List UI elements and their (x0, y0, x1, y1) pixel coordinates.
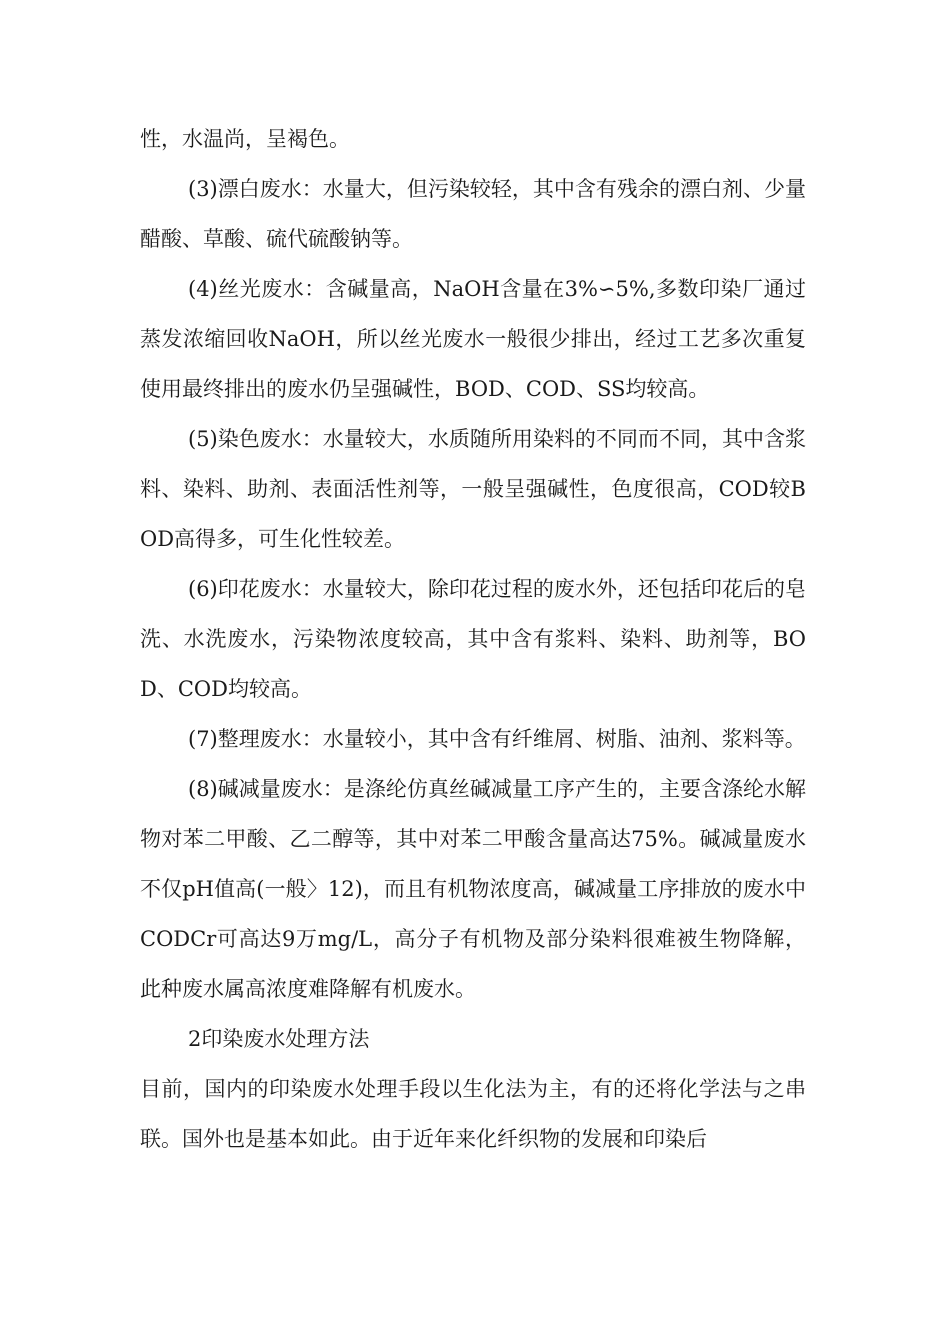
paragraph-printing-wastewater: (6)印花废水：水量较大，除印花过程的废水外，还包括印花后的皂洗、水洗废水，污染物浓度较高，其中含有浆料、染料、助剂等，BOD、COD均较高。 (140, 577, 806, 701)
paragraph-treatment-methods: 目前，国内的印染废水处理手段以生化法为主，有的还将化学法与之串联。国外也是基本如此。由于近年来化纤织物的发展和印染后 (140, 1077, 806, 1151)
paragraph-finishing-wastewater: (7)整理废水：水量较小，其中含有纤维屑、树脂、油剂、浆料等。 (188, 727, 806, 751)
paragraph-bleaching-wastewater: (3)漂白废水：水量大，但污染较轻，其中含有残余的漂白剂、少量醋酸、草酸、硫代硫酸钠等。 (140, 177, 806, 251)
document-page (140, 114, 806, 1164)
paragraph-mercerizing-wastewater: (4)丝光废水：含碱量高，NaOH含量在3%∽5%,多数印染厂通过蒸发浓缩回收NaOH，所以丝光废水一般很少排出，经过工艺多次重复使用最终排出的废水仍呈强碱性，BOD、COD、SS均较高。 (140, 277, 806, 401)
paragraph-continuation: 性，水温尚，呈褐色。 (140, 127, 350, 151)
paragraph-dyeing-wastewater: (5)染色废水：水量较大，水质随所用染料的不同而不同，其中含浆料、染料、助剂、表面活性剂等，一般呈强碱性，色度很高，COD较BOD高得多，可生化性较差。 (140, 427, 806, 551)
section-heading: 2印染废水处理方法 (188, 1027, 370, 1051)
paragraph-alkali-reduction-wastewater: (8)碱减量废水：是涤纶仿真丝碱减量工序产生的，主要含涤纶水解物对苯二甲酸、乙二醇等，其中对苯二甲酸含量高达75%。碱减量废水不仅pH值高(一般〉12)，而且有机物浓度高，碱减量工序排放的废水中CODCr可高达9万mg/L，高分子有机物及部分染料很难被生物降解，此种废水属高浓度难降解有机废水。 (140, 777, 806, 1001)
